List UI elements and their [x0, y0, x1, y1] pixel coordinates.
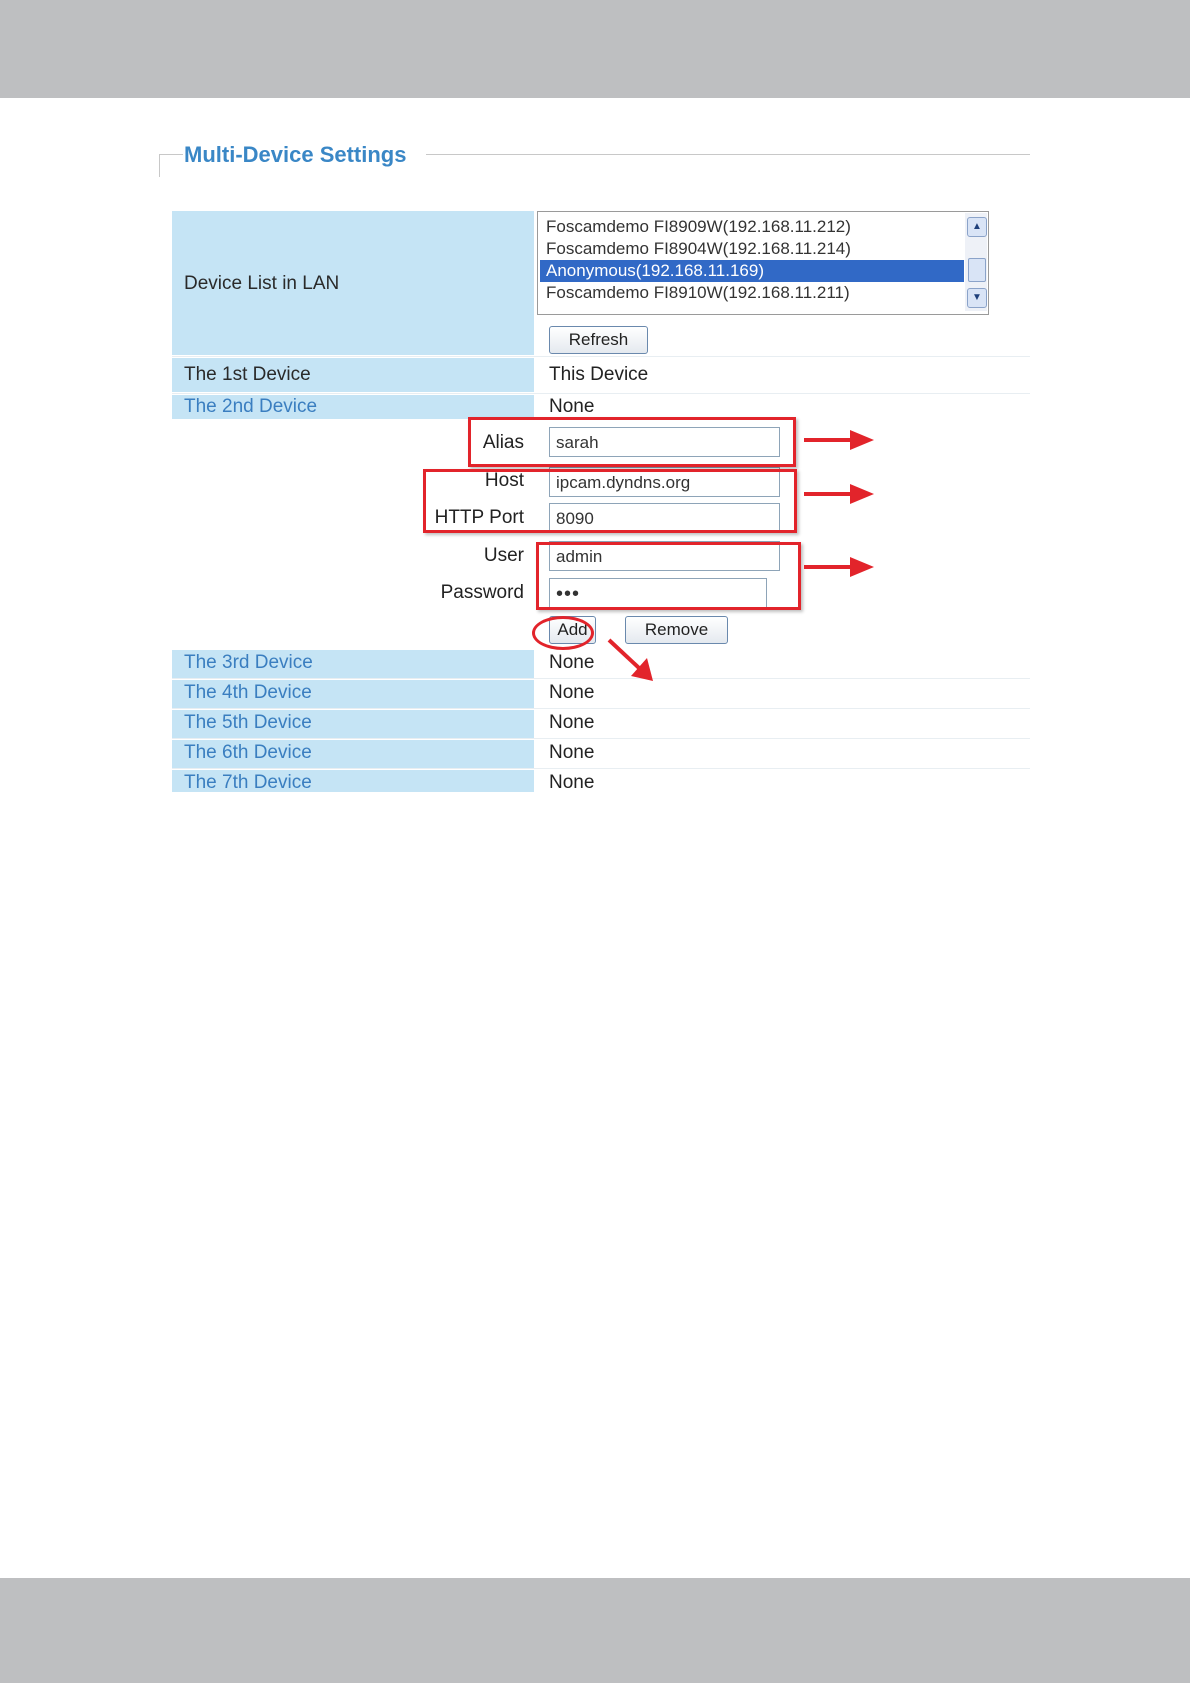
refresh-button[interactable]: Refresh: [549, 326, 648, 354]
row-divider: [172, 356, 1030, 357]
device-row-1: [172, 358, 1030, 392]
frame-border-right: [426, 154, 1030, 155]
user-label: User: [483, 545, 524, 566]
listbox-option[interactable]: Foscamdemo FI8909W(192.168.11.212): [546, 217, 851, 236]
host-label: Host: [484, 470, 524, 491]
row-divider: [172, 768, 1030, 769]
device-label[interactable]: The 2nd Device: [184, 396, 318, 417]
password-input[interactable]: •••: [549, 578, 767, 608]
device-label-cell: [172, 740, 534, 768]
annotation-arrow-icon: [800, 430, 880, 450]
device-listbox[interactable]: [537, 211, 989, 315]
device-list-label: Device List in LAN: [184, 273, 340, 294]
frame-border-side: [159, 155, 160, 177]
annotation-oval-add: [532, 616, 594, 650]
device-label[interactable]: The 7th Device: [184, 772, 312, 792]
remove-button[interactable]: Remove: [625, 616, 728, 644]
device-label-cell: [172, 770, 534, 792]
bottom-band: [0, 1578, 1190, 1683]
http-port-label: HTTP Port: [434, 507, 524, 528]
section-legend: Multi-Device Settings: [184, 142, 407, 167]
http-port-input[interactable]: 8090: [549, 503, 780, 533]
password-label: Password: [440, 582, 524, 603]
row-divider: [172, 708, 1030, 709]
row-divider: [172, 738, 1030, 739]
device-label-cell: [172, 650, 534, 678]
frame-border-left: [159, 154, 183, 155]
device-value: None: [549, 712, 595, 733]
device-label[interactable]: The 5th Device: [184, 712, 312, 733]
device-row-7: [172, 770, 1030, 792]
device-label: The 1st Device: [184, 364, 311, 385]
annotation-arrow-icon: [605, 636, 665, 686]
annotation-box-host-port: [423, 469, 797, 533]
device-row-4: [172, 680, 1030, 708]
device-label-cell: [172, 358, 534, 392]
listbox-option[interactable]: Foscamdemo FI8904W(192.168.11.214): [546, 239, 851, 258]
device-value: None: [549, 742, 595, 763]
listbox-option-selected[interactable]: Anonymous(192.168.11.169): [540, 260, 964, 282]
scroll-up-icon[interactable]: ▲: [967, 217, 987, 237]
top-band: [0, 0, 1190, 98]
device-label-cell: [172, 710, 534, 738]
device-label-cell: [172, 395, 534, 419]
row-divider: [172, 393, 1030, 394]
annotation-arrow-icon: [800, 484, 880, 504]
device-value: None: [549, 652, 595, 673]
listbox-option[interactable]: Foscamdemo FI8910W(192.168.11.211): [546, 283, 850, 302]
device-label-cell: [172, 680, 534, 708]
device-row-2: [172, 395, 1030, 419]
device-label[interactable]: The 3rd Device: [184, 652, 313, 673]
host-input[interactable]: ipcam.dyndns.org: [549, 467, 780, 497]
alias-label: Alias: [482, 432, 524, 453]
device-label[interactable]: The 4th Device: [184, 682, 312, 703]
device-value: None: [549, 396, 595, 417]
scroll-down-icon[interactable]: ▼: [967, 288, 987, 308]
scroll-thumb[interactable]: [968, 258, 986, 282]
device-list-label-cell: [172, 211, 534, 355]
annotation-box-alias: [468, 417, 796, 467]
device-value: This Device: [549, 364, 649, 385]
device-row-6: [172, 740, 1030, 768]
device-row-3: [172, 650, 1030, 678]
user-input[interactable]: admin: [549, 541, 780, 571]
device-value: None: [549, 772, 595, 792]
listbox-scrollbar[interactable]: [965, 213, 987, 311]
alias-input[interactable]: sarah: [549, 427, 780, 457]
device-row-5: [172, 710, 1030, 738]
annotation-arrow-icon: [800, 557, 880, 577]
annotation-box-credentials: [536, 542, 801, 610]
add-button[interactable]: Add: [549, 616, 596, 644]
device-value: None: [549, 682, 595, 703]
row-divider: [172, 678, 1030, 679]
device-label[interactable]: The 6th Device: [184, 742, 312, 763]
